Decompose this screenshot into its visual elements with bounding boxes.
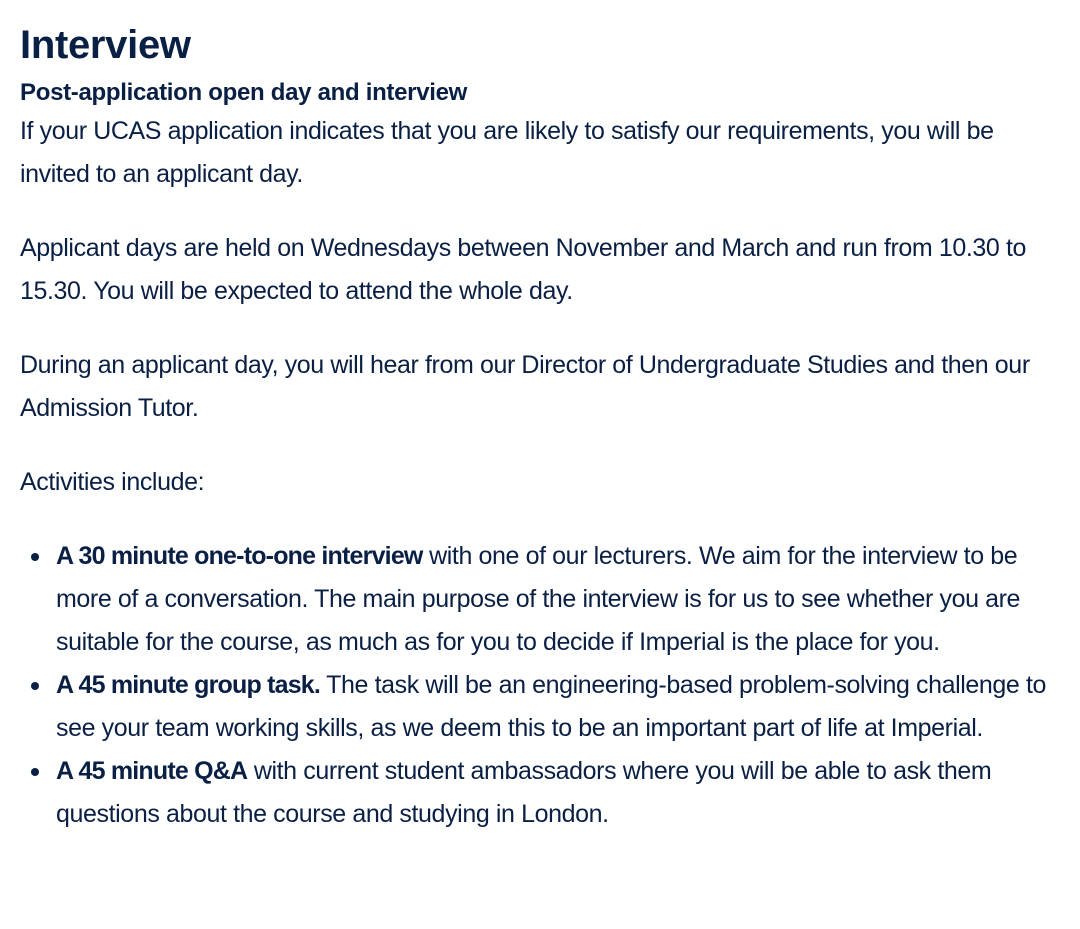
list-item-qa <box>56 750 1058 836</box>
paragraph-applicant-days: Applicant days are held on Wednesdays between November and March and run from 10.30 to 15.30. You will be expected to attend the whole day. <box>20 234 1027 305</box>
activity-description: The task will be an engineering-based problem-solving challenge to see your team working skills, as we deem this to be an important part of life at Imperial. <box>56 671 1047 742</box>
activity-title: A 45 minute Q&A <box>56 757 248 785</box>
section-subtitle: Post-application open day and interview <box>20 79 468 106</box>
activity-title: A 30 minute one-to-one interview <box>56 542 423 570</box>
activity-title: A 45 minute group task. <box>56 671 321 699</box>
activity-description: with one of our lecturers. We aim for the interview to be more of a conversation. The main purpose of the interview is for us to see whether you are suitable for the course, as much as for you to decide if Imperial is the place for you. <box>56 542 1021 656</box>
paragraph-applicant-invite: If your UCAS application indicates that you are likely to satisfy our requirements, you will be invited to an applicant day. <box>20 117 994 188</box>
page-title: Interview <box>20 23 191 67</box>
activities-list <box>20 535 1058 836</box>
list-item-group-task <box>56 664 1058 750</box>
list-item-interview <box>56 535 1058 664</box>
paragraph-activities-intro: Activities include: <box>20 468 205 496</box>
activity-description: with current student ambassadors where you will be able to ask them questions about the course and studying in London. <box>56 757 992 828</box>
paragraph-applicant-day-talks: During an applicant day, you will hear from our Director of Undergraduate Studies and then our Admission Tutor. <box>20 351 1030 422</box>
